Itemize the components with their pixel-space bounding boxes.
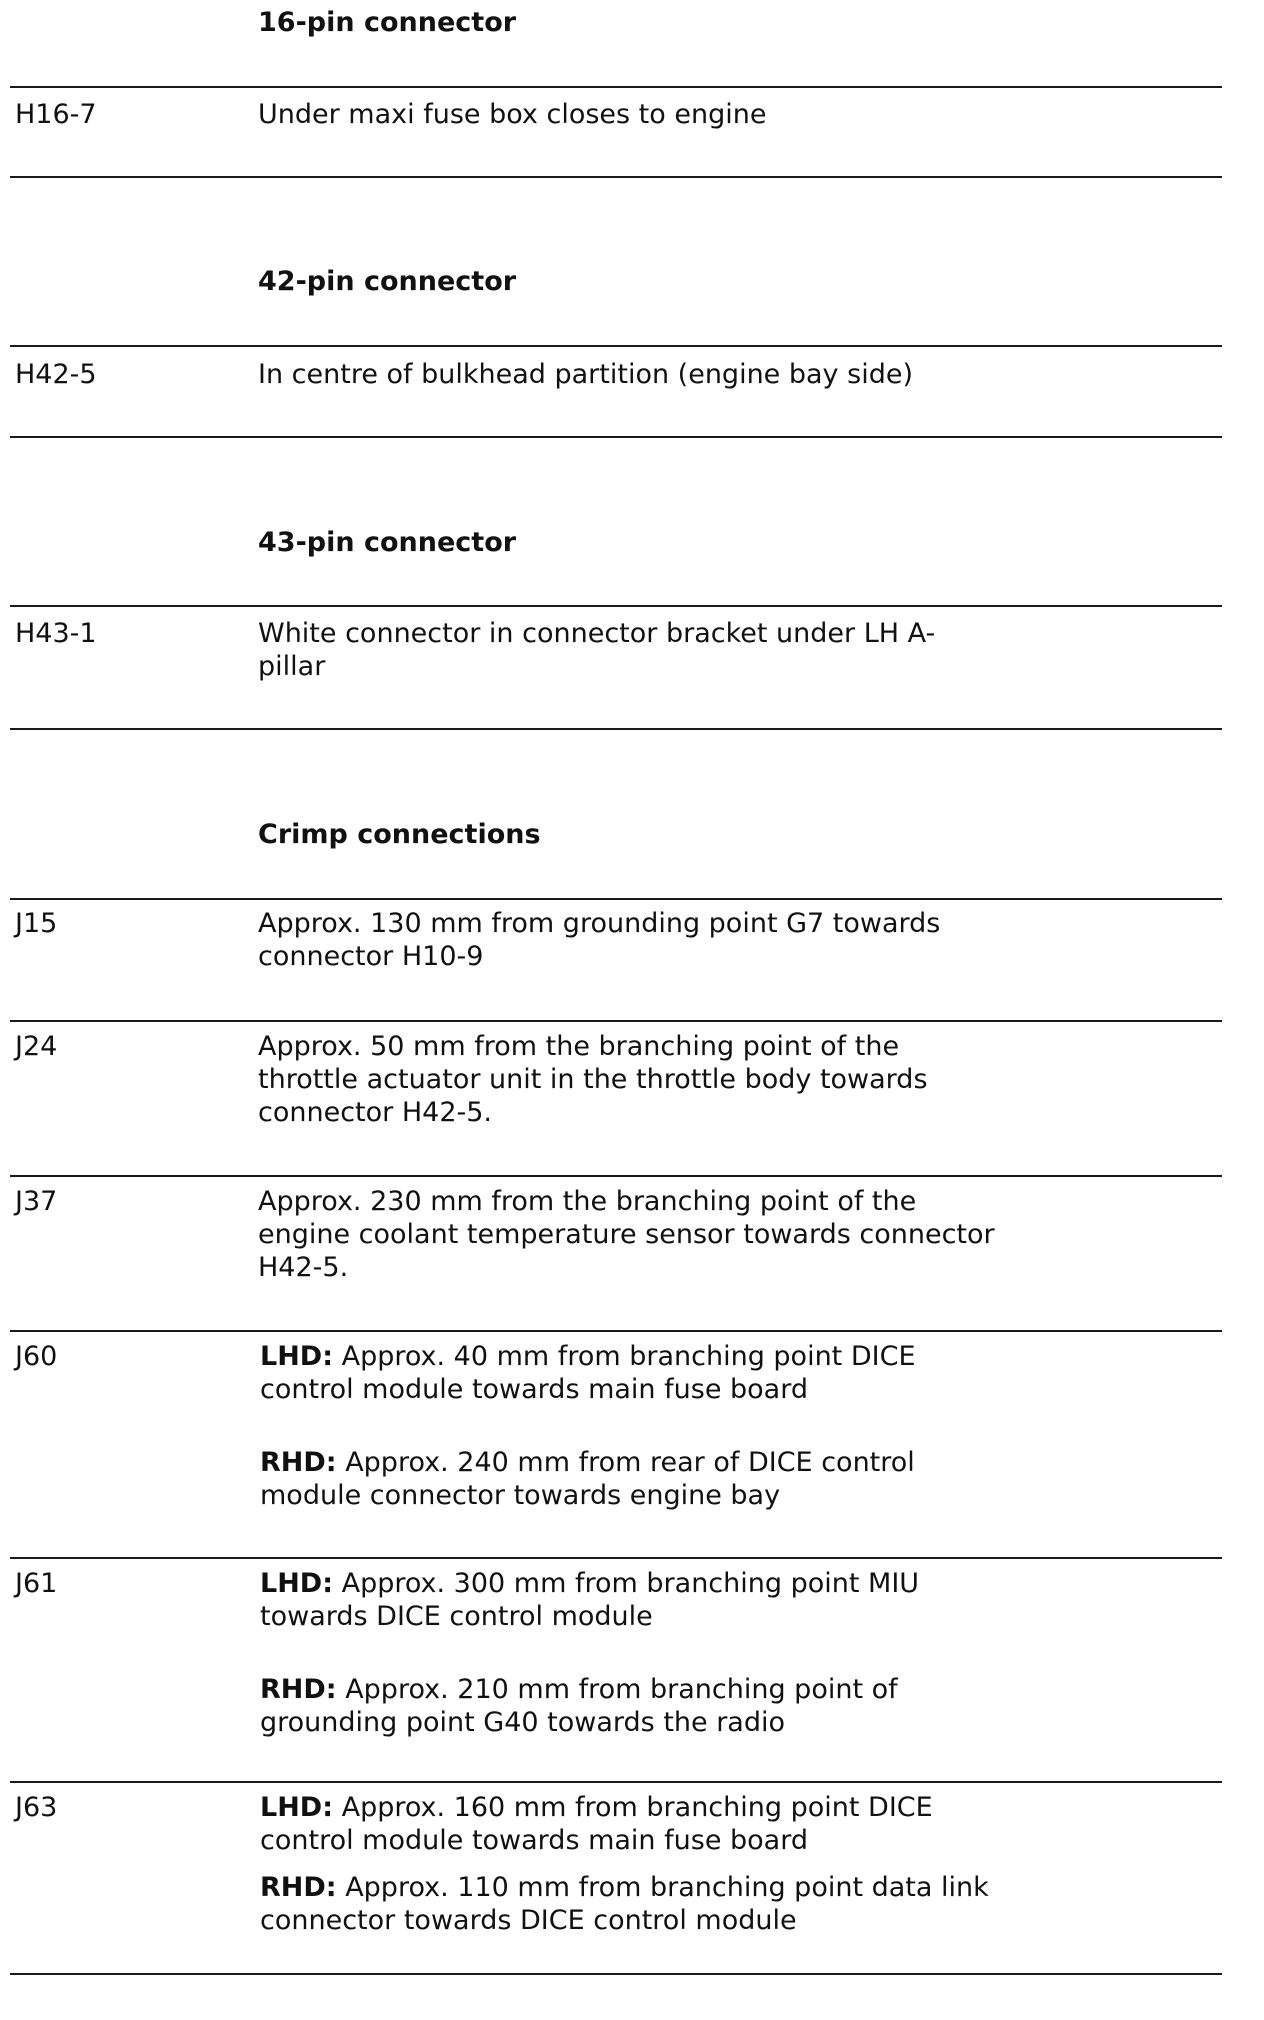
rhd-text: Approx. 110 mm from branching point data link — [336, 1872, 989, 1903]
lhd-description: towards DICE control module — [260, 1601, 653, 1632]
lhd-label: LHD: — [260, 1792, 334, 1823]
lhd-text: Approx. 300 mm from branching point MIU — [333, 1568, 920, 1599]
location-description: throttle actuator unit in the throttle body towards — [258, 1064, 928, 1095]
rhd-description — [260, 1871, 989, 1904]
divider — [10, 1781, 1222, 1783]
rhd-description: grounding point G40 towards the radio — [260, 1707, 786, 1738]
divider — [10, 728, 1222, 730]
connector-code: J63 — [15, 1792, 58, 1823]
location-description: Approx. 130 mm from grounding point G7 towards — [258, 908, 941, 939]
divider — [10, 86, 1222, 88]
divider — [10, 1973, 1222, 1975]
connector-code: J60 — [15, 1341, 58, 1372]
connector-code: J15 — [15, 908, 58, 939]
lhd-text: Approx. 40 mm from branching point DICE — [333, 1341, 916, 1372]
location-description: H42-5. — [258, 1252, 349, 1283]
location-description: Under maxi fuse box closes to engine — [258, 99, 767, 130]
connector-code: H16-7 — [15, 99, 97, 130]
section-heading-16-pin: 16-pin connector — [258, 7, 517, 38]
location-description: pillar — [258, 651, 326, 682]
location-description: In centre of bulkhead partition (engine bay side) — [258, 359, 913, 390]
section-heading-43-pin: 43-pin connector — [258, 527, 517, 558]
divider — [10, 898, 1222, 900]
rhd-description: connector towards DICE control module — [260, 1905, 797, 1936]
lhd-description — [260, 1340, 916, 1373]
divider — [10, 436, 1222, 438]
connector-code: H43-1 — [15, 618, 97, 649]
lhd-description: control module towards main fuse board — [260, 1825, 808, 1856]
location-description: Approx. 50 mm from the branching point of the — [258, 1031, 900, 1062]
rhd-label: RHD: — [260, 1447, 337, 1478]
location-description: engine coolant temperature sensor towards connector — [258, 1219, 995, 1250]
section-heading-crimp: Crimp connections — [258, 819, 541, 850]
divider — [10, 345, 1222, 347]
location-description: connector H42-5. — [258, 1097, 492, 1128]
divider — [10, 1330, 1222, 1332]
divider — [10, 1175, 1222, 1177]
divider — [10, 176, 1222, 178]
location-description: White connector in connector bracket under LH A- — [258, 618, 936, 649]
lhd-description: control module towards main fuse board — [260, 1374, 808, 1405]
rhd-description — [260, 1673, 898, 1706]
lhd-label: LHD: — [260, 1341, 334, 1372]
lhd-description — [260, 1791, 933, 1824]
rhd-description — [260, 1446, 915, 1479]
connector-code: J37 — [15, 1186, 58, 1217]
connector-code: J24 — [15, 1031, 58, 1062]
lhd-description — [260, 1567, 919, 1600]
lhd-label: LHD: — [260, 1568, 334, 1599]
location-description: Approx. 230 mm from the branching point of the — [258, 1186, 917, 1217]
rhd-description: module connector towards engine bay — [260, 1480, 781, 1511]
divider — [10, 605, 1222, 607]
rhd-text: Approx. 240 mm from rear of DICE control — [336, 1447, 915, 1478]
divider — [10, 1020, 1222, 1022]
rhd-label: RHD: — [260, 1872, 337, 1903]
rhd-text: Approx. 210 mm from branching point of — [336, 1674, 898, 1705]
lhd-text: Approx. 160 mm from branching point DICE — [333, 1792, 933, 1823]
rhd-label: RHD: — [260, 1674, 337, 1705]
location-description: connector H10-9 — [258, 941, 484, 972]
connector-code: H42-5 — [15, 359, 97, 390]
divider — [10, 1557, 1222, 1559]
connector-code: J61 — [15, 1568, 58, 1599]
section-heading-42-pin: 42-pin connector — [258, 266, 517, 297]
